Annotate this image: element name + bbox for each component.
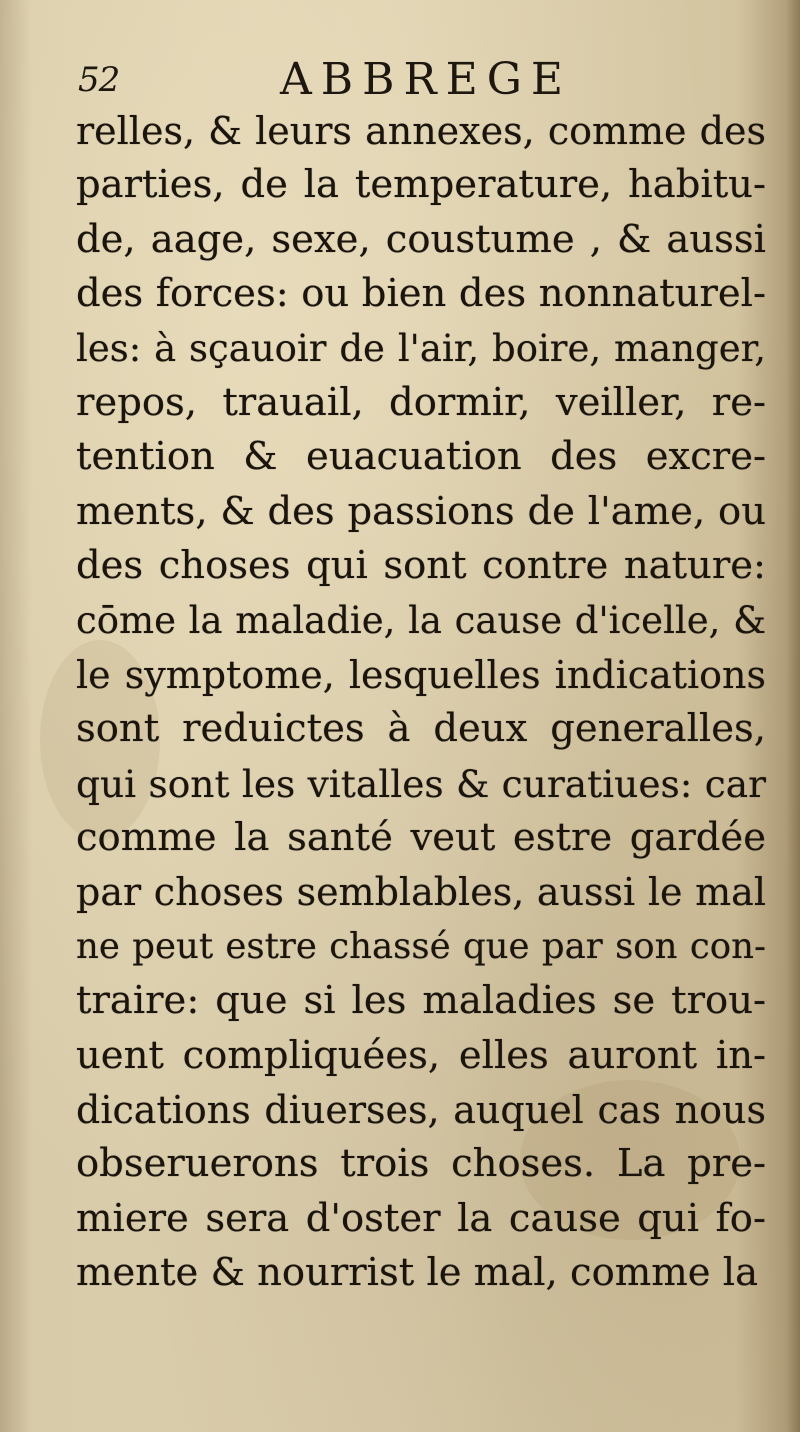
- running-title: ABBREGE: [280, 54, 572, 105]
- text-line: cōme la maladie, la cause d'icelle, &: [76, 598, 766, 642]
- text-line: ments, & des passions de l'ame, ou: [76, 488, 766, 534]
- text-line: comme la santé veut estre gardée: [76, 815, 766, 861]
- text-line: mente & nourrist le mal, comme la: [76, 1250, 759, 1296]
- body-text: [76, 104, 766, 1301]
- text-line: traire: que si les maladies se trou-: [76, 978, 766, 1024]
- page-header: [70, 48, 760, 108]
- text-line: obseruerons trois choses. La pre-: [76, 1141, 766, 1187]
- text-line: dications diuerses, auquel cas nous: [76, 1088, 766, 1133]
- text-line: repos, trauail, dormir, veiller, re-: [76, 379, 766, 425]
- text-line: uent compliquées, elles auront in-: [76, 1032, 766, 1078]
- text-line: parties, de la temperature, habitu-: [76, 162, 766, 208]
- text-line: qui sont les vitalles & curatiues: car: [76, 761, 766, 806]
- text-line: des choses qui sont contre nature:: [76, 543, 766, 589]
- text-line: par choses semblables, aussi le mal: [76, 870, 766, 915]
- page-edge-shadow: [786, 0, 800, 1432]
- text-line: tention & euacuation des excre-: [76, 434, 766, 480]
- text-line: des forces: ou bien des nonnaturel-: [76, 271, 766, 317]
- text-line: relles, & leurs annexes, comme des: [76, 109, 766, 153]
- text-line: sont reduictes à deux generalles,: [76, 706, 766, 752]
- text-line: ne peut estre chassé que par son con-: [76, 925, 766, 967]
- text-line: le symptome, lesquelles indications: [76, 652, 766, 697]
- text-line: les: à sçauoir de l'air, boire, manger,: [76, 326, 766, 370]
- text-line: de, aage, sexe, coustume , & aussi: [76, 216, 766, 262]
- page-number: 52: [78, 60, 120, 100]
- text-line: miere sera d'oster la cause qui fo-: [76, 1195, 766, 1241]
